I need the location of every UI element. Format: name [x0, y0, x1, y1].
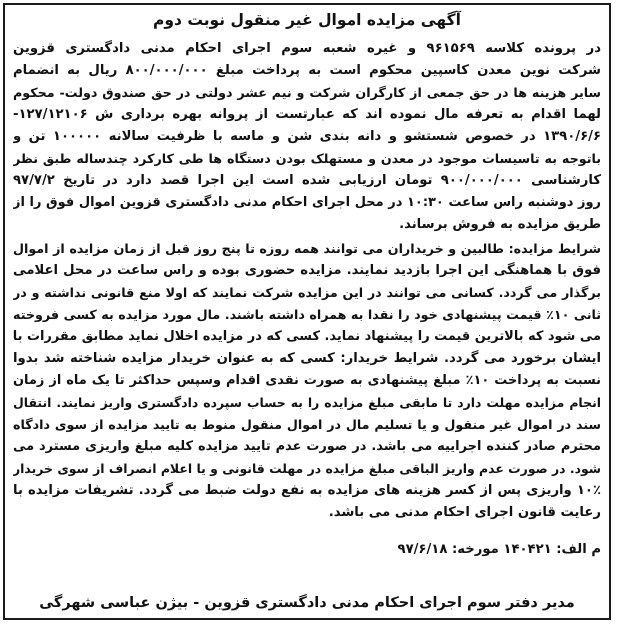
- paragraph-line: روز دوشنبه راس ساعت ۱۰:۳۰ در محل اجرای احکام مدنی دادگستری قزوین اموال فوق را از: [13, 195, 601, 210]
- paragraph-line: ایشان برخورد می گردد. شرایط خریدار: کسی که به عنوان خریدار مزایده شناخته شد بدوا: [13, 351, 601, 366]
- paragraph-line: فوق با هماهنگی این اجرا بازدید نمایند. مزایده حضوری بوده و راس ساعت در محل اعلامی: [13, 263, 601, 278]
- paragraph-line: لهما اقدام به تعرفه مال نموده اند که عبارتست از پروانه بهره برداری ش ۱۲۷/۱۲۱۰۶-: [13, 107, 601, 122]
- paragraph-line: ۱۰٪ واریزی پس از کسر هزینه های مزایده به نفع دولت ضبط می گردد. تشریفات مزایده با: [13, 483, 601, 498]
- paragraph-line: شرایط مزایده: طالبین و خریداران می توانند همه روزه تا پنج روز قبل از زمان مزایده از اموال: [13, 241, 601, 256]
- paragraph-line: شود. در صورت عدم واریز الباقی مبلغ مزایده در مهلت قانونی و یا اعلام انصراف از سوی خریدار: [13, 461, 601, 476]
- paragraph-line: باتوجه به تاسیسات موجود در معدن و مستهلک بودن دستگاه ها طی کارکرد چندساله طبق نظر: [13, 151, 601, 166]
- paragraph-line: طریق مزایده به فروش برساند.: [399, 217, 601, 232]
- paragraph-line: کارشناسی ۹۰۰/۰۰۰/۰۰۰ تومان ارزیابی شده است این اجرا قصد دارد در تاریخ ۹۷/۷/۲: [13, 173, 601, 188]
- paragraph-line: می شود که بالاترین قیمت را پیشنهاد نماید. کسی که در مزایده اخلال نماید مطابق مقررات با: [13, 329, 601, 344]
- paragraph-line: نسبت به پرداخت ۱۰٪ مبلغ پیشنهادی به صورت نقدی اقدام وسپس حداکثر تا یک ماه از زمان: [13, 373, 601, 388]
- paragraph-line: محترم صادر کننده اجراییه می باشد. در صورت عدم تایید مزایده کلیه مبلغ واریزی مسترد می: [13, 439, 601, 454]
- paragraph-line: انجام مزایده مهلت دارد تا مابقی مبلغ مزایده را به حساب سپرده دادگستری واریز نمایند. انتقال: [13, 395, 601, 410]
- reference-number: م الف: ۱۴۰۴۲۱ مورخه: ۹۷/۶/۱۸: [397, 542, 601, 557]
- paragraph-line: رعایت قانون اجرای احکام مدنی می باشد.: [328, 505, 601, 520]
- paragraph-line: سند در اموال غیر منقول و یا تسلیم مال در اموال منقول منوط به تایید مزایده از سوی دادگاه: [13, 417, 601, 432]
- paragraph-line: ثانی ۱۰٪ قیمت پیشنهادی خود را نقدا به همراه داشته باشند. مال مورد مزایده به کسی فروخته: [13, 307, 601, 322]
- paragraph-line: برگذار می گردد. کسانی می توانند در این مزایده شرکت نمایند که اولا منع قانونی نداشته و در: [13, 285, 601, 300]
- paragraph-line: در پرونده کلاسه ۹۶۱۵۶۹ و غیره شعبه سوم اجرای احکام مدنی دادگستری قزوین: [13, 41, 601, 56]
- paragraph-line: سایر هزینه ها در حق جمعی از کارگران شرکت و نیم عشر دولتی در حق صندوق دولت- محکوم: [13, 85, 601, 100]
- auction-notice: [3, 3, 611, 620]
- paragraph-line: ۱۳۹۰/۶/۶ در خصوص شستشو و دانه بندی شن و ماسه با ظرفیت سالانه ۱۰۰۰۰۰ تن و: [13, 129, 601, 144]
- paragraph-line: شرکت نوین معدن کاسپین محکوم است به پرداخت مبلغ ۸۰۰/۰۰۰/۰۰۰ ریال به انضمام: [13, 63, 601, 78]
- signature: مدیر دفتر سوم اجرای احکام مدنی دادگستری قزوین - بیژن عباسی شهرگی: [39, 595, 575, 611]
- notice-title: آگهی مزایده اموال غیر منقول نوبت دوم: [152, 11, 461, 29]
